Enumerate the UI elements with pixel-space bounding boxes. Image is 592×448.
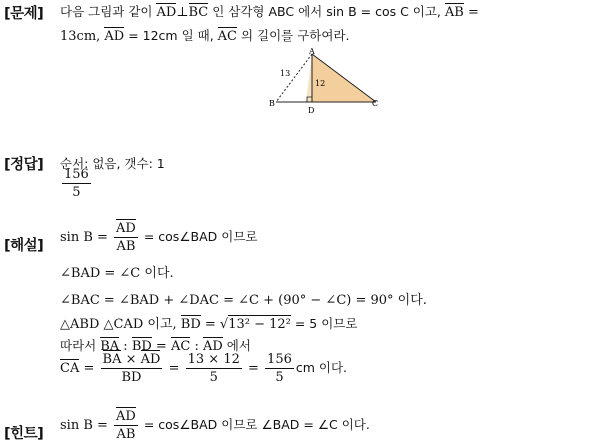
vertex-b-label: B [269,99,275,108]
solution-line-5: 따라서 BA : BD = AC : AD 에서 [60,338,251,354]
problem-line-1: 다음 그림과 같이 AD⊥BC 인 삼각형 ABC 에서 sin B = cos C 이고, AB = [60,4,479,20]
hint-label: [힌트] [4,426,44,442]
height-ad-length: 12 [315,79,326,88]
answer-line-1: 순서: 없음, 갯수: 1 [60,156,165,171]
side-ab [276,54,312,102]
vertex-d-label: D [308,106,315,115]
problem-line-2: 13cm, AD = 12cm 일 때, AC 의 길이를 구하여라. [60,28,350,44]
hint-line: sin B = $\frac{AD}{AB}$ = cos∠BAD 이므로 ∠BAD = ∠C 이다. [60,409,370,442]
solution-line-6: CA = $\frac{BA \times AD}{BD}$ = $\frac{13 \times 12}{5}$ = $\frac{156}{5}$ cm 이다. [60,352,348,385]
answer-label: [정답] [4,157,44,173]
solution-line-3: ∠BAC = ∠BAD + ∠DAC = ∠C + (90° − ∠C) = 90° 이다. [60,293,427,308]
solution-line-1: sin B = $\frac{AD}{AB}$ = cos∠BAD 이므로 [60,221,258,254]
solution-line-4: △ABD △CAD 이고, BD = √13² − 12² = 5 이므로 [60,316,358,332]
solution-line-2: ∠BAD = ∠C 이다. [60,266,174,281]
answer-fraction: $\frac{156}{5}$ [64,167,89,200]
side-ab-length: 13 [280,69,291,78]
triangle-figure [264,46,388,118]
vertex-c-label: C [372,99,379,108]
solution-label: [해설] [4,238,44,254]
vertex-a-label: A [309,47,315,56]
problem-label: [문제] [4,6,44,22]
